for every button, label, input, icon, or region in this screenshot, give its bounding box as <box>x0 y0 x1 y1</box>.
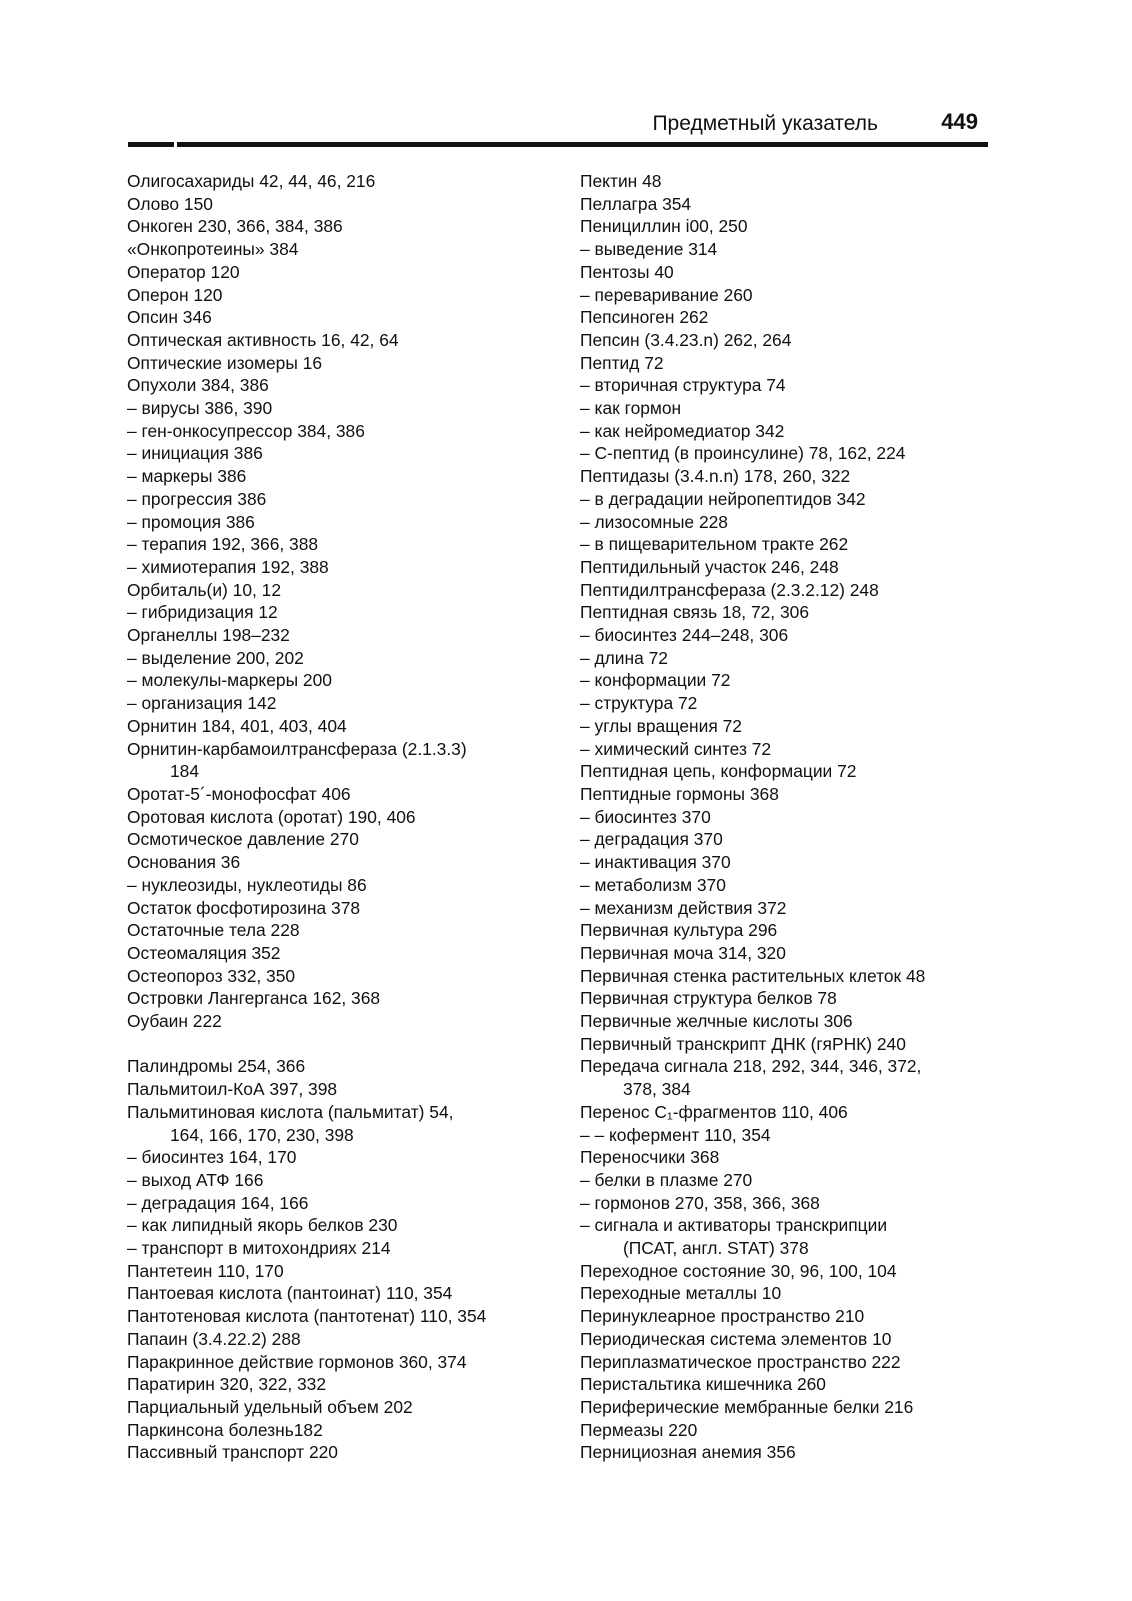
index-entry: Островки Лангерганса 162, 368 <box>127 988 381 1009</box>
index-entry: Оптическая активность 16, 42, 64 <box>127 329 399 350</box>
index-entry: – механизм действия 372 <box>580 897 787 918</box>
index-entry: – гормонов 270, 358, 366, 368 <box>580 1192 820 1213</box>
index-entry: Орбиталь(и) 10, 12 <box>127 579 282 600</box>
index-column-right <box>580 170 1030 1464</box>
index-entry: Периодическая система элементов 10 <box>580 1328 892 1349</box>
index-entry: Пептидазы (3.4.n.n) 178, 260, 322 <box>580 466 851 487</box>
index-entry: Периферические мембранные белки 216 <box>580 1396 914 1417</box>
index-entry: – маркеры 386 <box>127 466 247 487</box>
index-entry-continuation: 378, 384 <box>623 1079 691 1100</box>
index-entry: Олово 150 <box>127 193 213 214</box>
index-entry: – углы вращения 72 <box>580 715 742 736</box>
index-entry: Онкоген 230, 366, 384, 386 <box>127 216 343 237</box>
index-entry: Пантотеновая кислота (пантотенат) 110, 354 <box>127 1306 487 1327</box>
index-entry: Оротат-5´-монофосфат 406 <box>127 783 351 804</box>
index-entry: – терапия 192, 366, 388 <box>127 534 319 555</box>
index-entry: Орнитин-карбамоилтрансфераза (2.1.3.3) <box>127 738 467 759</box>
index-entry: – как липидный якорь белков 230 <box>127 1215 398 1236</box>
index-entry: – как гормон <box>580 398 682 419</box>
index-entry: – конформации 72 <box>580 670 731 691</box>
index-entry: Пепсиноген 262 <box>580 307 709 328</box>
index-entry: – сигнала и активаторы транскрипции <box>580 1215 888 1236</box>
index-entry: – метаболизм 370 <box>580 874 726 895</box>
index-entry: Пептидная цепь, конформации 72 <box>580 761 857 782</box>
index-entry: Пеллагра 354 <box>580 193 692 214</box>
index-entry: Пермеазы 220 <box>580 1419 698 1440</box>
index-entry: Орнитин 184, 401, 403, 404 <box>127 715 347 736</box>
index-entry: Пернициозная анемия 356 <box>580 1442 796 1463</box>
index-entry: Первичный транскрипт ДНК (гяРНК) 240 <box>580 1033 906 1054</box>
index-entry: – инициация 386 <box>127 443 263 464</box>
index-entry-continuation: 184 <box>170 761 200 782</box>
index-entry: – деградация 370 <box>580 829 723 850</box>
index-entry: Первичная стенка растительных клеток 48 <box>580 965 926 986</box>
index-entry: Паратирин 320, 322, 332 <box>127 1374 327 1395</box>
index-entry: Опухоли 384, 386 <box>127 375 269 396</box>
index-entry: – транспорт в митохондриях 214 <box>127 1238 391 1259</box>
index-entry: – вторичная структура 74 <box>580 375 786 396</box>
index-entry: Первичные желчные кислоты 306 <box>580 1011 853 1032</box>
index-entry: Остеопороз 332, 350 <box>127 965 296 986</box>
header-rule-gap <box>174 142 177 147</box>
index-entry: Переходное состояние 30, 96, 100, 104 <box>580 1260 897 1281</box>
index-entry: – вирусы 386, 390 <box>127 398 273 419</box>
index-entry: – деградация 164, 166 <box>127 1192 309 1213</box>
index-entry: Палиндромы 254, 366 <box>127 1056 306 1077</box>
index-entry: – С-пептид (в проинсулине) 78, 162, 224 <box>580 443 906 464</box>
index-entry: Остаток фосфотирозина 378 <box>127 897 361 918</box>
index-entry: – биосинтез 244–248, 306 <box>580 625 789 646</box>
index-entry: – лизосомные 228 <box>580 511 728 532</box>
index-entry: – выход АТФ 166 <box>127 1169 264 1190</box>
header-rule <box>128 142 988 147</box>
index-entry: Передача сигнала 218, 292, 344, 346, 372, <box>580 1056 922 1077</box>
index-entry: Пепсин (3.4.23.n) 262, 264 <box>580 329 792 350</box>
index-entry: – химиотерапия 192, 388 <box>127 556 329 577</box>
index-entry: Перинуклеарное пространство 210 <box>580 1306 865 1327</box>
index-entry: Перенос С₁-фрагментов 110, 406 <box>580 1101 848 1122</box>
index-entry: – как нейромедиатор 342 <box>580 420 785 441</box>
page-number: 449 <box>941 109 978 134</box>
index-entry: – химический синтез 72 <box>580 738 772 759</box>
index-column-left <box>127 170 577 1464</box>
index-entry: – в деградации нейропептидов 342 <box>580 488 866 509</box>
index-entry-continuation: 164, 166, 170, 230, 398 <box>170 1124 354 1145</box>
index-entry: Осмотическое давление 270 <box>127 829 359 850</box>
index-entry: – организация 142 <box>127 693 277 714</box>
index-entry: Пенициллин i00, 250 <box>580 216 748 237</box>
index-entry: Пантетеин 110, 170 <box>127 1260 284 1281</box>
index-entry: Пептидильный участок 246, 248 <box>580 556 839 577</box>
index-entry: – нуклеозиды, нуклеотиды 86 <box>127 874 367 895</box>
index-entry: Пектин 48 <box>580 171 662 191</box>
index-entry: Пептид 72 <box>580 352 664 373</box>
index-entry: Пептидилтрансфераза (2.3.2.12) 248 <box>580 579 879 600</box>
index-entry-continuation: (ПСАТ, англ. STAT) 378 <box>623 1238 809 1259</box>
index-entry: Основания 36 <box>127 852 241 873</box>
index-entry: Переходные металлы 10 <box>580 1283 782 1304</box>
index-entry: Папаин (3.4.22.2) 288 <box>127 1328 301 1349</box>
header-title: Предметный указатель <box>652 112 878 135</box>
index-entry: – – кофермент 110, 354 <box>580 1124 771 1145</box>
index-spacer <box>127 1033 577 1056</box>
index-entry: – инактивация 370 <box>580 852 731 873</box>
index-entry: – биосинтез 164, 170 <box>127 1147 297 1168</box>
index-entry: – длина 72 <box>580 647 668 668</box>
index-entry: Пассивный транспорт 220 <box>127 1442 338 1463</box>
index-entry: Пептидные гормоны 368 <box>580 783 779 804</box>
index-entry: – выделение 200, 202 <box>127 647 304 668</box>
running-header <box>128 108 988 144</box>
index-entry: – молекулы-маркеры 200 <box>127 670 332 691</box>
index-entry: Олигосахариды 42, 44, 46, 216 <box>127 171 376 191</box>
index-entry: Остаточные тела 228 <box>127 920 300 941</box>
index-entry: Первичная структура белков 78 <box>580 988 837 1009</box>
index-entry: Первичная моча 314, 320 <box>580 942 786 963</box>
index-entry: Остеомаляция 352 <box>127 942 281 963</box>
index-entry: Пантоевая кислота (пантоинат) 110, 354 <box>127 1283 453 1304</box>
index-entry: – промоция 386 <box>127 511 255 532</box>
index-entry: Оперон 120 <box>127 284 223 305</box>
index-entry: – переваривание 260 <box>580 284 753 305</box>
index-entry: – ген-онкосупрессор 384, 386 <box>127 420 365 441</box>
index-entry: – в пищеварительном тракте 262 <box>580 534 849 555</box>
index-entry: – прогрессия 386 <box>127 488 267 509</box>
index-entry: Парциальный удельный объем 202 <box>127 1396 413 1417</box>
index-entry: Органеллы 198–232 <box>127 625 290 646</box>
index-entry: Первичная культура 296 <box>580 920 778 941</box>
index-entry: Переносчики 368 <box>580 1147 720 1168</box>
index-entry: Паракринное действие гормонов 360, 374 <box>127 1351 467 1372</box>
index-entry: Паркинсона болезнь182 <box>127 1419 323 1440</box>
index-entry: Периплазматическое пространство 222 <box>580 1351 901 1372</box>
index-entry: Перистальтика кишечника 260 <box>580 1374 826 1395</box>
index-entry: Оператор 120 <box>127 261 240 282</box>
index-entry: Оубаин 222 <box>127 1011 222 1032</box>
index-entry: Пальмитоил-КоА 397, 398 <box>127 1079 338 1100</box>
index-entry: Опсин 346 <box>127 307 212 328</box>
index-entry: Пептидная связь 18, 72, 306 <box>580 602 809 623</box>
index-entry: – белки в плазме 270 <box>580 1169 753 1190</box>
index-entry: «Онкопротеины» 384 <box>127 239 299 260</box>
index-entry: Пальмитиновая кислота (пальмитат) 54, <box>127 1101 454 1122</box>
index-entry: – структура 72 <box>580 693 698 714</box>
index-entry: Оптические изомеры 16 <box>127 352 323 373</box>
index-entry: – биосинтез 370 <box>580 806 711 827</box>
index-entry: Оротовая кислота (оротат) 190, 406 <box>127 806 416 827</box>
index-entry: Пентозы 40 <box>580 261 674 282</box>
index-entry: – гибридизация 12 <box>127 602 278 623</box>
index-entry: – выведение 314 <box>580 239 718 260</box>
